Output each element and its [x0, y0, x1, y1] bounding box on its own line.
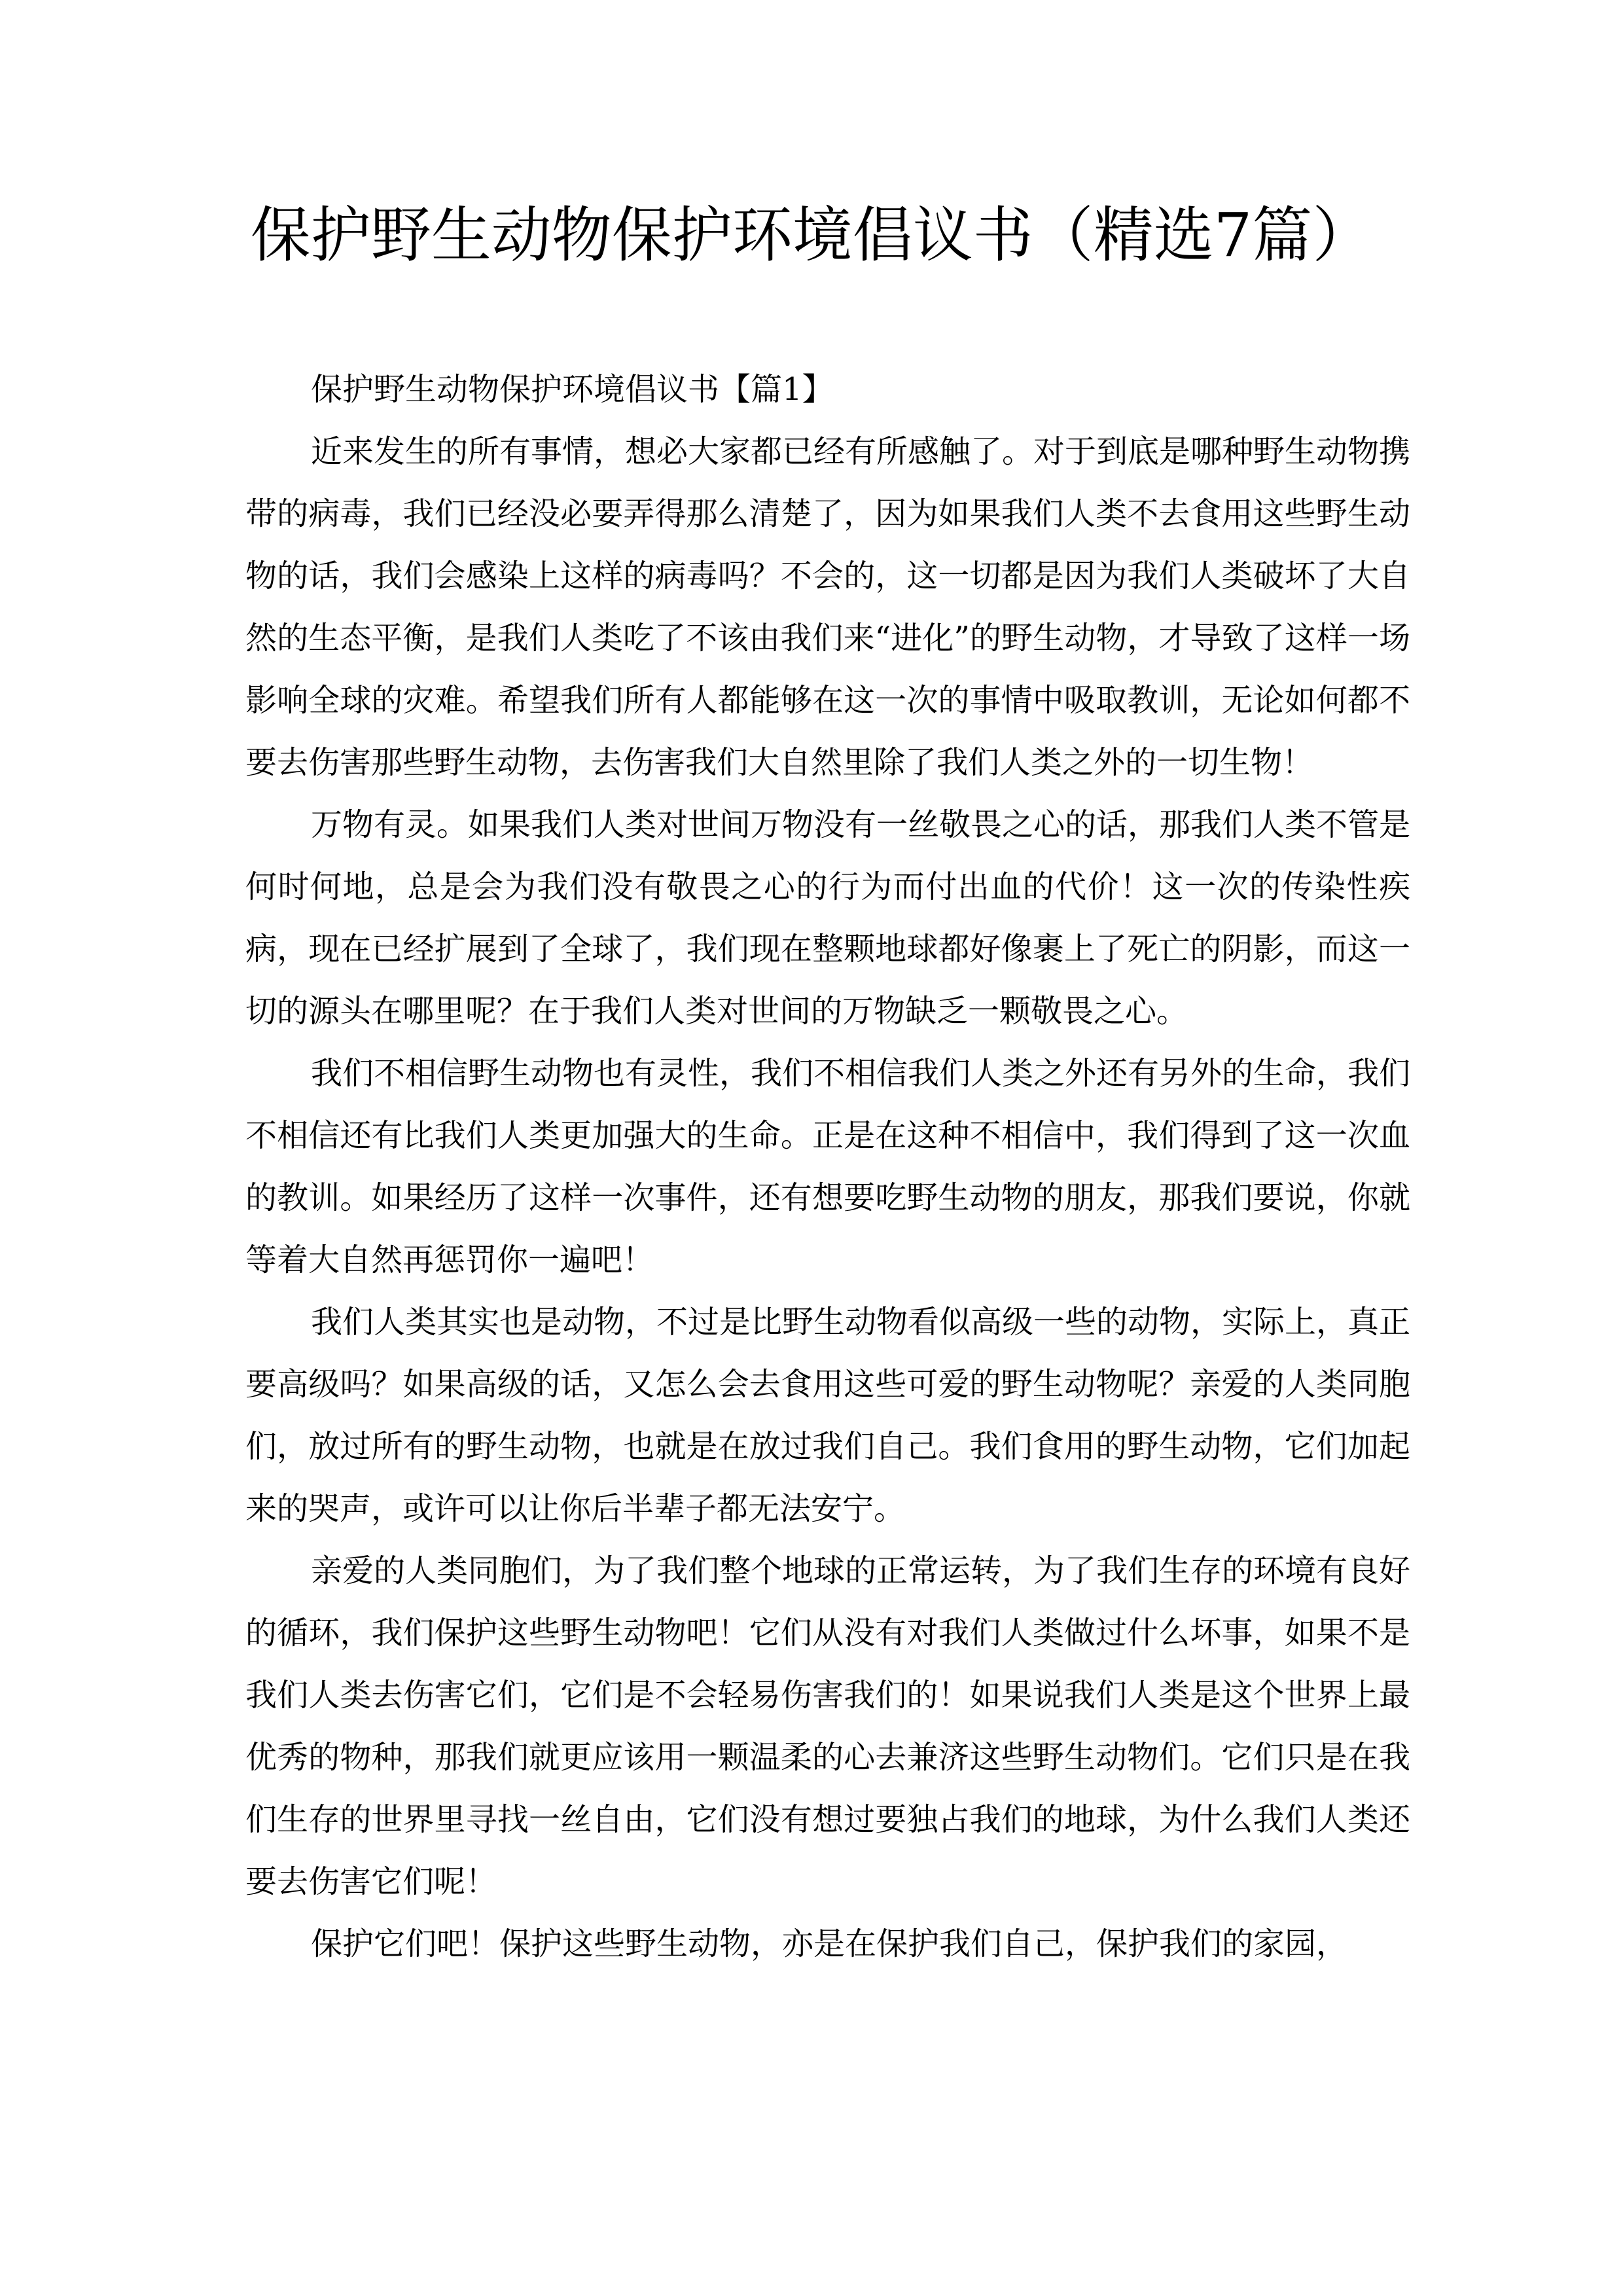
paragraph: 万物有灵。如果我们人类对世间万物没有一丝敬畏之心的话，那我们人类不管是何时何地，总是会为我们没有敬畏之心的行为而付出血的代价！这一次的传染性疾病，现在已经扩展到了全球了，我们现在整颗地球都好像裹上了死亡的阴影，而这一切的源头在哪里呢？在于我们人类对世间的万物缺乏一颗敬畏之心。: [245, 806, 1411, 1030]
paragraph: 保护它们吧！保护这些野生动物，亦是在保护我们自己，保护我们的家园，: [311, 1926, 1348, 1962]
document-title: 保护野生动物保护环境倡议书（精选7篇）: [250, 200, 1373, 270]
paragraph: 亲爱的人类同胞们，为了我们整个地球的正常运转，为了我们生存的环境有良好的循环，我们保护这些野生动物吧！它们从没有对我们人类做过什么坏事，如果不是我们人类去伤害它们，它们是不会轻易伤害我们的！如果说我们人类是这个世界上最优秀的物种，那我们就更应该用一颗温柔的心去兼济这些野生动物们。它们只是在我们生存的世界里寻找一丝自由，它们没有想过要独占我们的地球，为什么我们人类还要去伤害它们呢！: [245, 1552, 1411, 1900]
paragraph: 我们不相信野生动物也有灵性，我们不相信我们人类之外还有另外的生命，我们不相信还有比我们人类更加强大的生命。正是在这种不相信中，我们得到了这一次血的教训。如果经历了这样一次事件，还有想要吃野生动物的朋友，那我们要说，你就等着大自然再惩罚你一遍吧！: [245, 1055, 1411, 1278]
paragraph: 近来发生的所有事情，想必大家都已经有所感触了。对于到底是哪种野生动物携带的病毒，我们已经没必要弄得那么清楚了，因为如果我们人类不去食用这些野生动物的话，我们会感染上这样的病毒吗？不会的，这一切都是因为我们人类破坏了大自然的生态平衡，是我们人类吃了不该由我们来“进化”的野生动物，才导致了这样一场影响全球的灾难。希望我们所有人都能够在这一次的事情中吸取教训，无论如何都不要去伤害那些野生动物，去伤害我们大自然里除了我们人类之外的一切生物！: [245, 433, 1411, 781]
document-body: [245, 359, 1410, 1975]
section-heading: 保护野生动物保护环境倡议书【篇1】: [311, 371, 834, 408]
paragraph: 我们人类其实也是动物，不过是比野生动物看似高级一些的动物，实际上，真正要高级吗？如果高级的话，又怎么会去食用这些可爱的野生动物呢？亲爱的人类同胞们，放过所有的野生动物，也就是在放过我们自己。我们食用的野生动物，它们加起来的哭声，或许可以让你后半辈子都无法安宁。: [245, 1304, 1411, 1527]
